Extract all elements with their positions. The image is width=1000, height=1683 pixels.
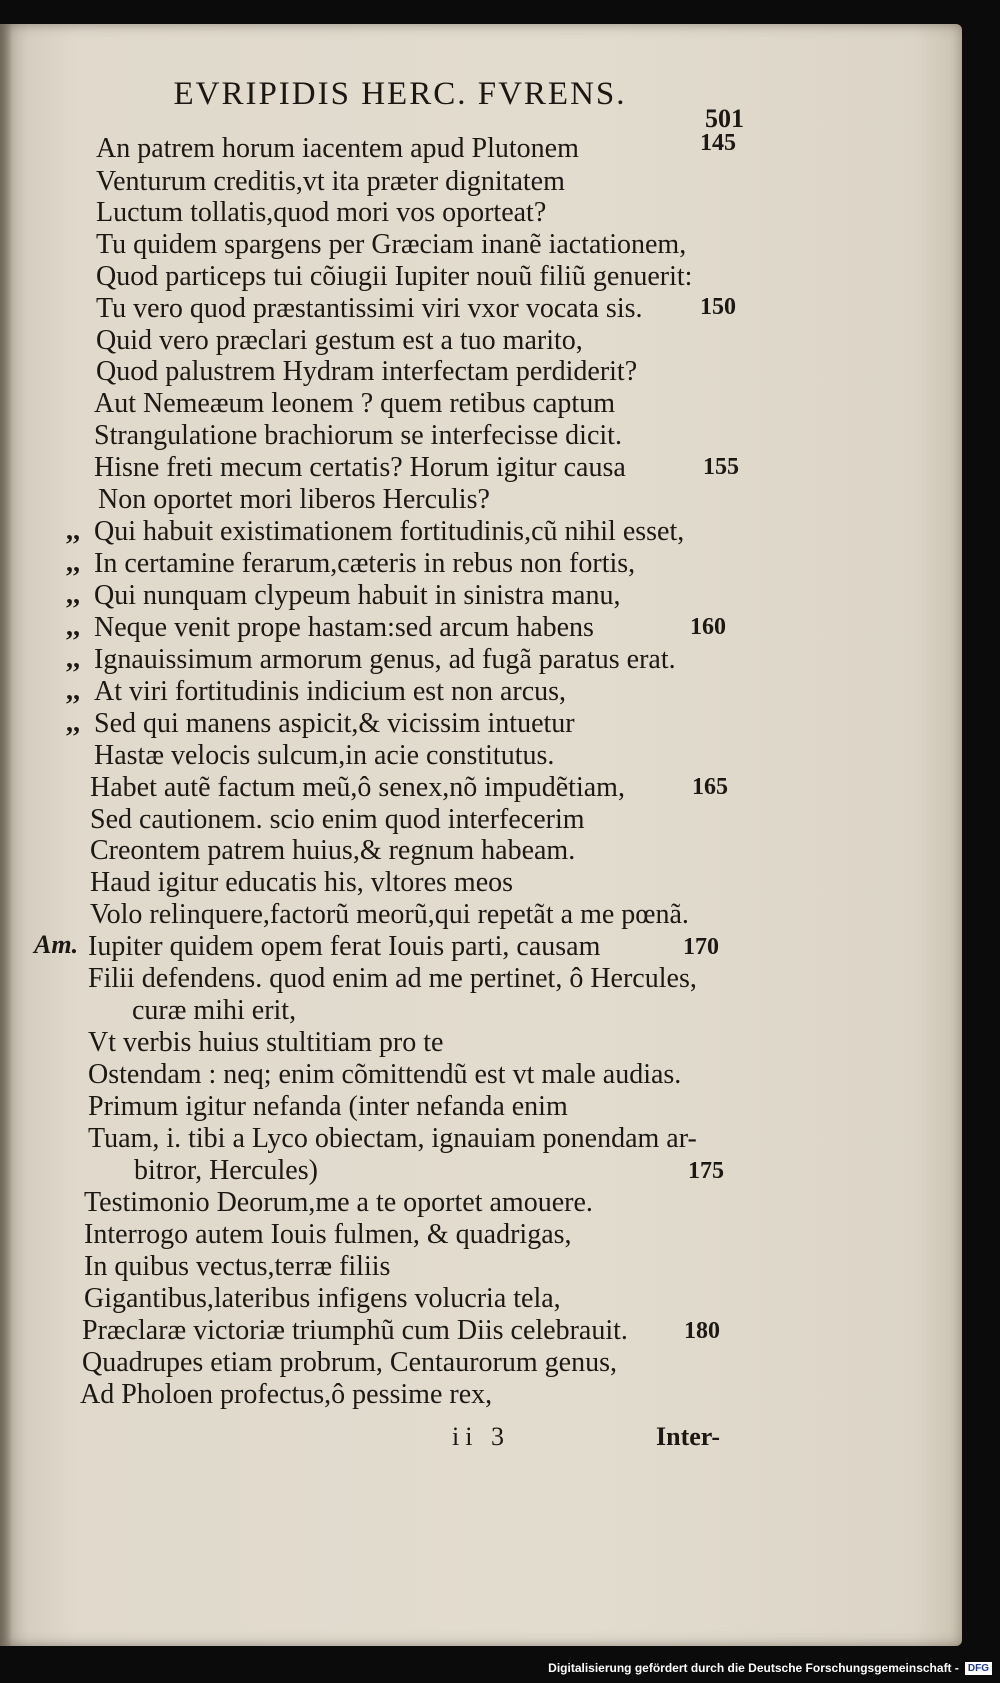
text-line: Volo relinquere,factorũ meorũ,qui repetãt a me pœnã. (90, 899, 689, 930)
text-line: Ignauissimum armorum genus, ad fugã paratus erat. (94, 644, 676, 675)
gnomic-marker: ,, (66, 515, 80, 546)
text-line: Primum igitur nefanda (inter nefanda enim (88, 1091, 568, 1122)
digitization-credit (548, 1661, 992, 1675)
page-number: 501 (705, 104, 744, 133)
text-line: Venturum creditis,vt ita præter dignitatem (96, 166, 565, 197)
text-line: An patrem horum iacentem apud Plutonem (96, 133, 579, 164)
text-line: Ad Pholoen profectus,ô pessime rex, (80, 1379, 493, 1410)
text-line: Quadrupes etiam probrum, Centaurorum genus, (82, 1347, 617, 1378)
text-line: Tu quidem spargens per Græciam inanẽ iactationem, (96, 229, 687, 260)
text-line: Vt verbis huius stultitiam pro te (88, 1027, 444, 1058)
text-line: Tu vero quod præstantissimi viri vxor vocata sis. (96, 293, 643, 324)
speaker-label: Am. (34, 930, 79, 959)
text-line: In certamine ferarum,cæteris in rebus non fortis, (94, 548, 636, 579)
line-number: 165 (692, 774, 728, 800)
text-line: Gigantibus,lateribus infigens volucria tela, (84, 1283, 561, 1314)
text-line: Hisne freti mecum certatis? Horum igitur causa (94, 452, 626, 483)
running-title: EVRIPIDIS HERC. FVRENS. (173, 76, 627, 112)
text-line: curæ mihi erit, (132, 995, 297, 1026)
gnomic-marker: ,, (66, 579, 80, 610)
gnomic-marker: ,, (66, 707, 80, 738)
credit-text: Digitalisierung gefördert durch die Deutsche Forschungsgemeinschaft - (548, 1661, 959, 1675)
line-number: 150 (700, 294, 736, 320)
text-line: Quid vero præclari gestum est a tuo marito, (96, 325, 583, 356)
line-number: 180 (684, 1318, 720, 1344)
line-number: 160 (690, 614, 726, 640)
text-line: Qui nunquam clypeum habuit in sinistra manu, (94, 580, 621, 611)
text-line: In quibus vectus,terræ filiis (84, 1251, 391, 1282)
gnomic-marker: ,, (66, 611, 80, 642)
line-number: 175 (688, 1158, 724, 1184)
text-line: Neque venit prope hastam:sed arcum habens (94, 612, 594, 643)
text-line: Tuam, i. tibi a Lyco obiectam, ignauiam ponendam ar- (88, 1123, 697, 1154)
catchword: Inter- (656, 1422, 721, 1451)
text-line: Filii defendens. quod enim ad me pertinet, ô Hercules, (88, 963, 697, 994)
dfg-logo: DFG (965, 1662, 992, 1675)
text-line: Ostendam : neq; enim cõmittendũ est vt male audias. (88, 1059, 682, 1090)
gnomic-marker: ,, (66, 675, 80, 706)
text-line: Haud igitur educatis his, vltores meos (90, 867, 514, 898)
text-line: Creontem patrem huius,& regnum habeam. (90, 835, 576, 866)
line-number: 170 (683, 934, 719, 960)
text-line: Præclaræ victoriæ triumphũ cum Diis celebrauit. (82, 1315, 628, 1346)
text-line: Habet autẽ factum meũ,ô senex,nõ impudẽtiam, (90, 772, 625, 803)
text-line: Sed cautionem. scio enim quod interfecerim (90, 804, 585, 835)
text-line: Hastæ velocis sulcum,in acie constitutus. (94, 740, 555, 771)
text-line: Interrogo autem Iouis fulmen, & quadrigas, (84, 1219, 572, 1250)
text-line: Non oportet mori liberos Herculis? (98, 484, 490, 515)
book-page (0, 24, 962, 1646)
text-line: Iupiter quidem opem ferat Iouis parti, causam (88, 931, 601, 962)
text-line: Strangulatione brachiorum se interfecisse dicit. (94, 420, 622, 451)
text-line: Sed qui manens aspicit,& vicissim intuetur (94, 708, 575, 739)
line-number: 155 (703, 454, 739, 480)
text-line: bitror, Hercules) (134, 1155, 318, 1186)
text-line: Quod palustrem Hydram interfectam perdiderit? (96, 356, 638, 387)
text-line: Qui habuit existimationem fortitudinis,cũ nihil esset, (94, 516, 685, 547)
signature-mark: ii 3 (452, 1422, 510, 1451)
text-line: Testimonio Deorum,me a te oportet amouere. (84, 1187, 593, 1218)
text-line: Luctum tollatis,quod mori vos oporteat? (96, 197, 547, 228)
gnomic-marker: ,, (66, 547, 80, 578)
text-line: Aut Nemeæum leonem ? quem retibus captum (94, 388, 615, 419)
gnomic-marker: ,, (66, 643, 80, 674)
text-line: Quod particeps tui cõiugii Iupiter nouũ filiũ genuerit: (96, 261, 693, 292)
line-number: 145 (700, 130, 736, 156)
text-line: At viri fortitudinis indicium est non arcus, (94, 676, 567, 707)
